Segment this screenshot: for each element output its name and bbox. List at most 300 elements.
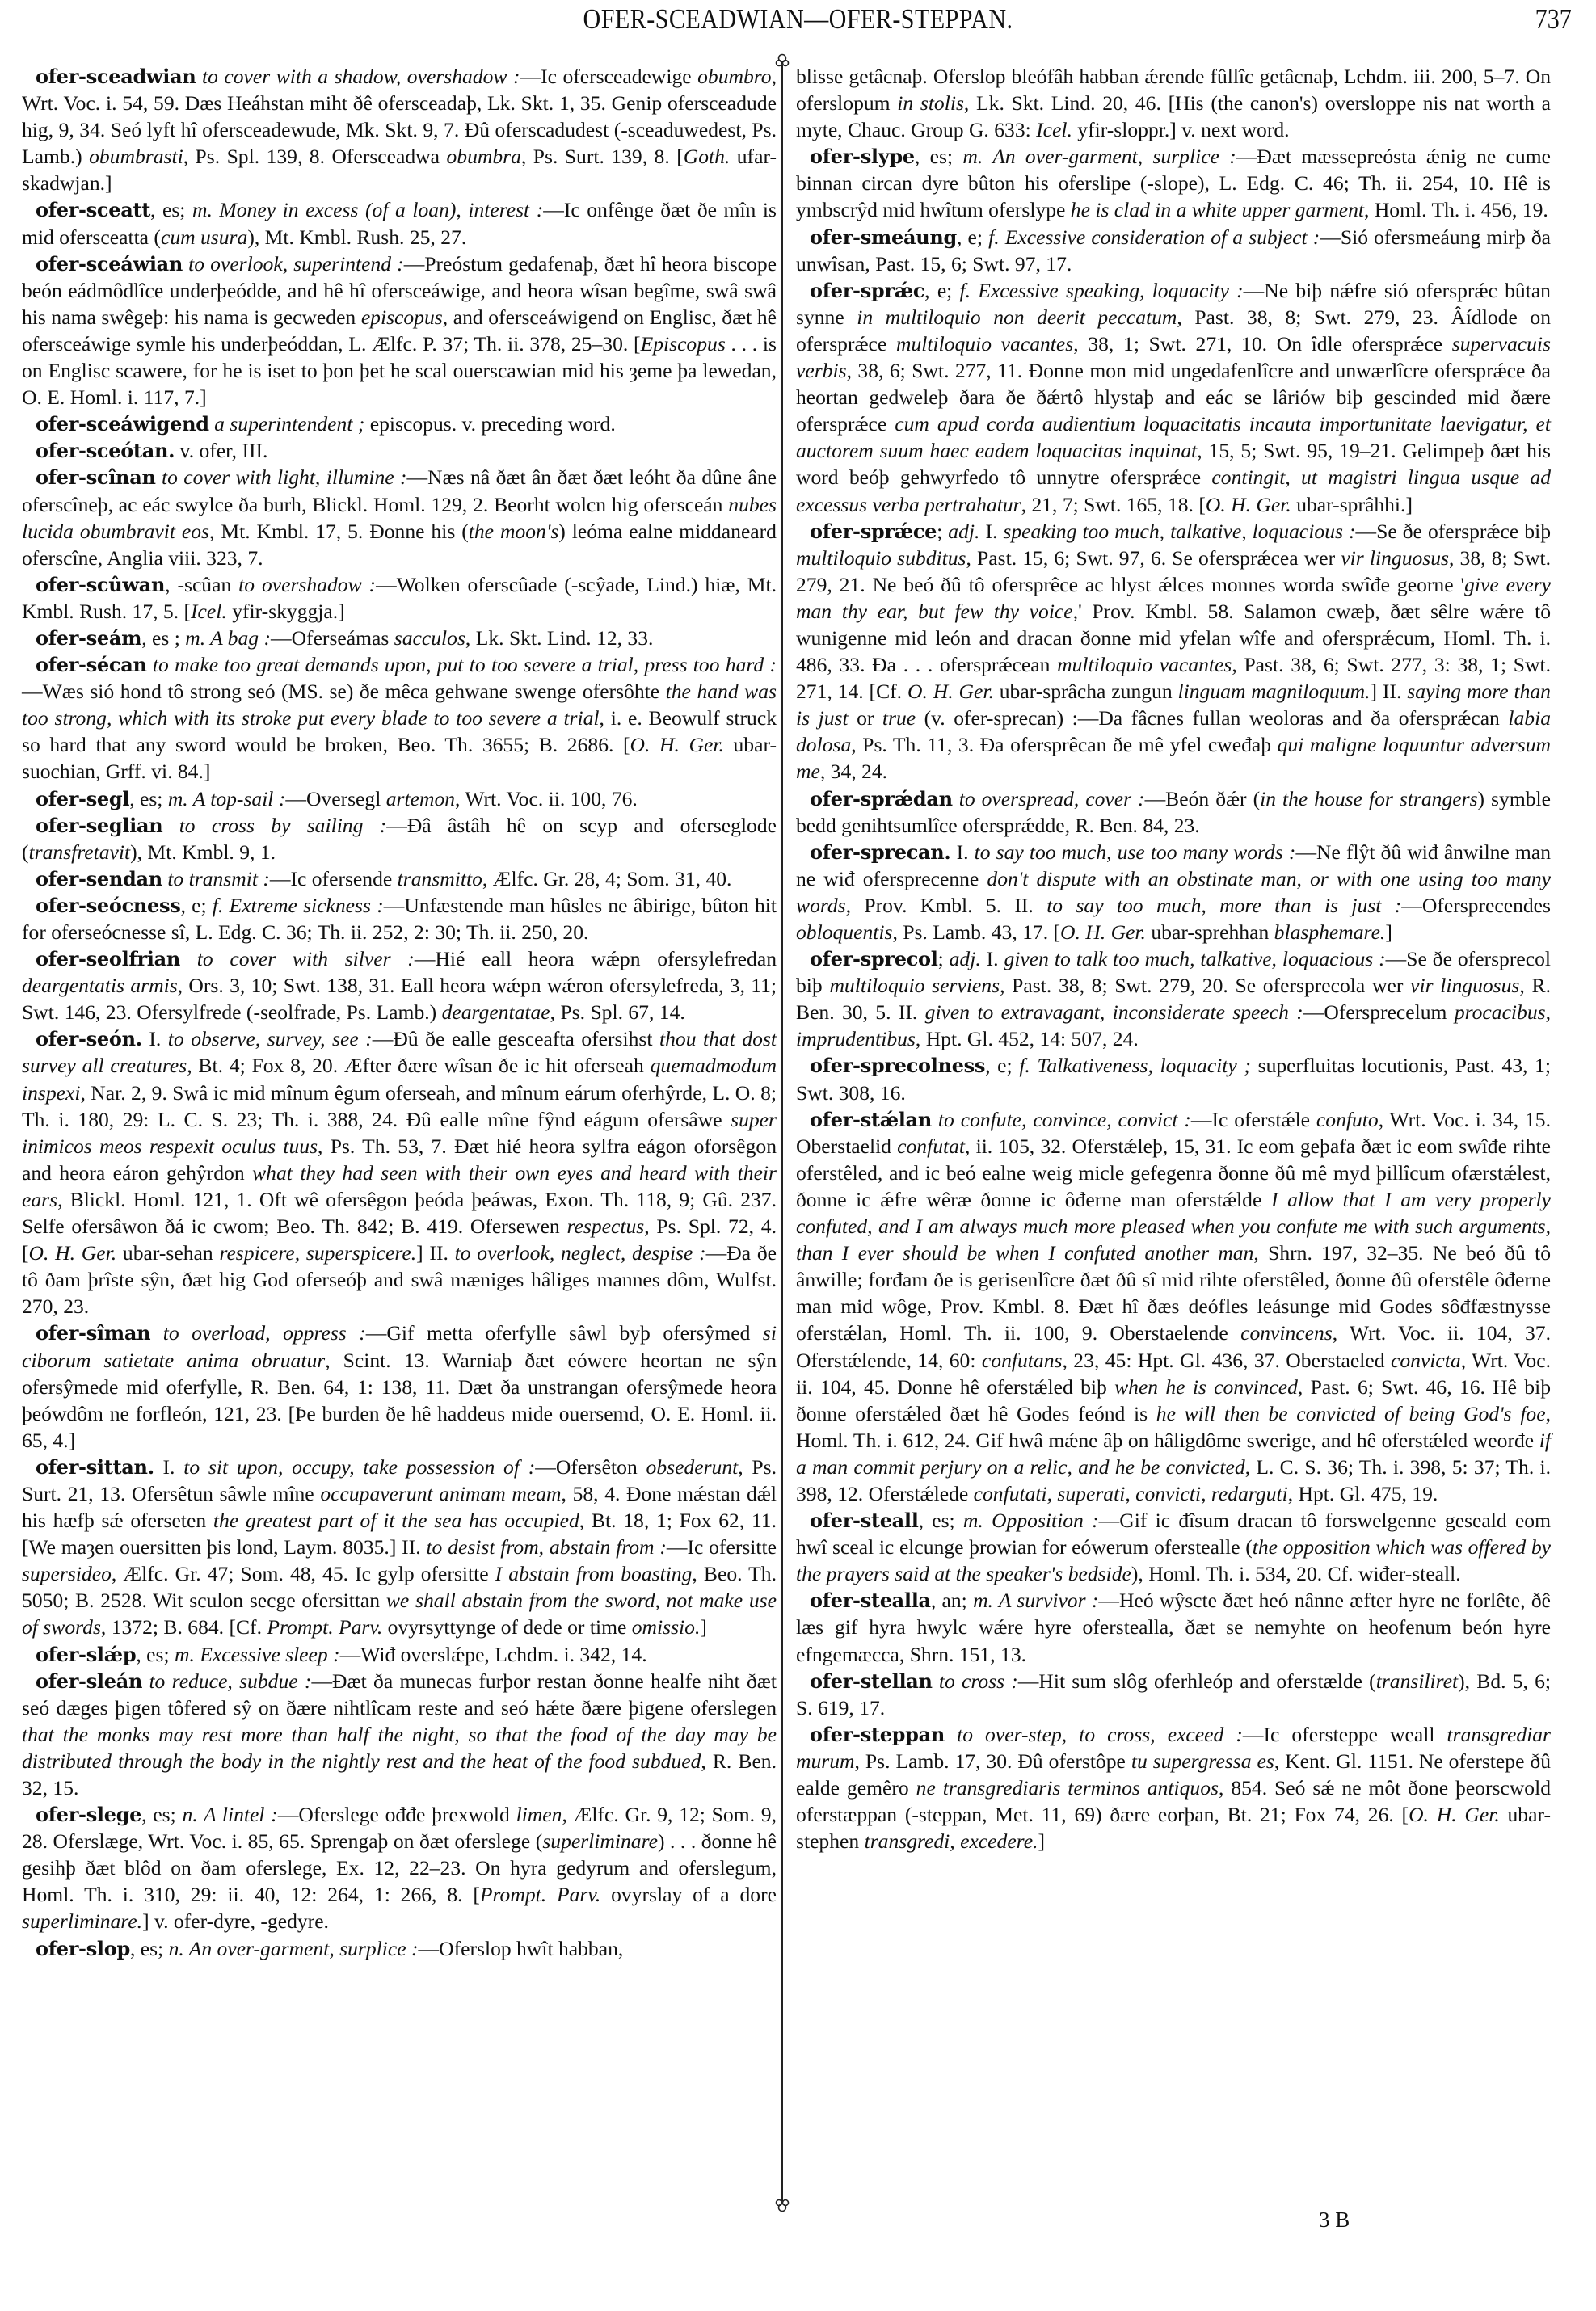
entry-text: , e;	[924, 278, 960, 302]
entry-gloss-italic: to overshadow :	[238, 572, 377, 596]
entry-text: , Beo. Th. 5050; B. 2528. Wit sculon secge ofersittan	[22, 1562, 777, 1613]
entry-gloss-italic: convicta	[1390, 1348, 1461, 1372]
entry-headword: ofer-stǽlan	[810, 1107, 933, 1131]
entry-text: , L. C. S. 36; Th. i. 398, 5: 37; Th. i. 398, 12. Oferstǽlede	[796, 1454, 1551, 1505]
column-rule-ornament-bottom-icon	[773, 2191, 792, 2212]
entry-gloss-italic: linguam magniloquum.	[1177, 680, 1371, 704]
entry-text: ]	[700, 1615, 707, 1640]
entry-gloss-italic: m. A bag :	[185, 625, 271, 650]
entry-gloss-italic: transfretavit	[28, 840, 131, 864]
entry-text: , Wrt. Voc. ii. 100, 76.	[455, 786, 638, 810]
dictionary-entry	[796, 1668, 1551, 1721]
entry-text: ) . . . ðonne hê gesihþ ðæt blôd on ðam oferslege, Ex. 12, 22–23. On hyra gedyrum and oferslegum, Homl. Th. i. 310, 29: ii. 40, 12: 264, 1: 266, 8. [	[22, 1829, 777, 1907]
entry-text: —Ic ofersende	[269, 866, 398, 890]
entry-headword: ofer-sîman	[36, 1321, 151, 1345]
entry-text: ufar-skadwjan.]	[22, 145, 777, 196]
entry-gloss-italic: Prompt. Parv.	[479, 1883, 601, 1907]
entry-text: —Hit sum slôg oferhleóp and oferstælde (	[1017, 1669, 1376, 1693]
entry-gloss-italic: to transmit :	[162, 866, 270, 890]
entry-text: I.	[979, 519, 1004, 543]
entry-headword: ofer-sécan	[36, 653, 147, 677]
entry-gloss-italic: si ciborum satietate anima obruatur	[22, 1321, 777, 1372]
entry-text: I.	[950, 840, 975, 864]
entry-text: blisse getâcnaþ. Oferslop bleófâh habban ǽrende fûllîc getâcnaþ, Lchdm. iii. 200, 5–7. On oferslopum	[796, 65, 1551, 116]
dictionary-entry	[22, 437, 777, 464]
entry-text: —Hié eall heora wǽpn ofersylefredan	[414, 947, 777, 971]
entry-gloss-italic: obumbra	[446, 145, 521, 169]
dictionary-entry	[22, 865, 777, 892]
entry-headword: ofer-scînan	[36, 465, 156, 490]
entry-text: , 21, 7; Swt. 165, 18. [	[1021, 492, 1206, 516]
entry-gloss-italic: that the monks may rest more than half the night, so that the food of the day may be distributed through the body in the nightly rest and the heat of the food subdued	[22, 1722, 777, 1773]
entry-text: , Ps. Lamb. 43, 17. [	[892, 920, 1061, 944]
entry-gloss-italic: to overlook, superintend :	[183, 251, 404, 276]
entry-text: ;	[937, 519, 949, 543]
entry-gloss-italic: f. Excessive consideration of a subject :	[988, 225, 1320, 249]
entry-text: , es;	[914, 145, 963, 169]
entry-text: , R. Ben. 32, 15.	[22, 1749, 777, 1800]
entry-gloss-italic: cum apud corda audientium loquacitatis incauta importunitate laevigatur, et auctorem suum haec eadem loquacitas inquinat	[796, 412, 1551, 463]
entry-gloss-italic: f. Extreme sickness :	[212, 893, 384, 917]
entry-text: ), Bd. 5, 6; S. 619, 17.	[796, 1669, 1551, 1720]
entry-gloss-italic: ne transgrediaris terminos antiquos	[916, 1776, 1219, 1800]
entry-gloss-italic: true	[882, 706, 916, 730]
entry-gloss-italic: I abstain from boasting	[495, 1562, 693, 1586]
entry-text: , 38, 6; Swt. 277, 11. Ðonne mon mid ungedafenlîcre and unwærlîcre ofersprǽce ða heortan gedweleþ ðara ðe ðǽrtô hlystaþ and eác se lâriów biþ gescinded mid ðære ofersprǽce	[796, 359, 1551, 436]
entry-text: —Oferslop hwît habban,	[418, 1936, 624, 1960]
entry-headword: ofer-seolfrian	[36, 947, 180, 971]
entry-gloss-italic: contingit, ut magistri lingua usque ad excessus verba pertrahatur	[796, 465, 1551, 516]
dictionary-entry	[22, 250, 777, 411]
entry-gloss-italic: multiloquio serviens	[829, 974, 1000, 998]
entry-gloss-italic: f. Talkativeness, loquacity ;	[1019, 1054, 1251, 1078]
entry-gloss-italic: to say too much, more than is just :	[1046, 893, 1402, 917]
entry-text: —Ofersêton	[535, 1454, 646, 1479]
entry-text: , 15, 5; Swt. 95, 19–21. Gelimpeþ ðæt his word beóþ gehwyrfedo tô unnytre ofersprǽce	[796, 439, 1552, 490]
entry-text: —Oversegl	[285, 786, 386, 810]
entry-gloss-italic: the opposition which was offered by the prayers said at the speaker's bedside	[796, 1535, 1551, 1586]
dictionary-entry	[22, 196, 777, 250]
entry-text: , Ps. Surt. 21, 13. Ofersêtun sâwle mîne	[22, 1454, 777, 1505]
entry-gloss-italic: sacculos	[394, 625, 465, 650]
entry-gloss-italic: give every man thy ear, but few thy voice,	[796, 572, 1551, 623]
entry-gloss-italic: transgrediar murum	[796, 1722, 1551, 1773]
entry-text: —Unfæstende man hûsles ne âbirige, bûton hit for oferseócnesse sî, L. Edg. C. 36; Th. ii. 252, 2: 30; Th. ii. 250, 20.	[22, 893, 777, 944]
entry-gloss-italic: supersideo	[22, 1562, 112, 1586]
page-number: 737	[1535, 3, 1572, 35]
entry-gloss-italic: given to talk too much, talkative, loquacious :	[1004, 947, 1386, 971]
entry-text: —Oferslege ođđe þrexwold	[277, 1803, 516, 1827]
entry-text: —Ic onfênge ðæt ðe mîn is mid ofersceatta (	[22, 198, 777, 249]
entry-gloss-italic: to overlook, neglect, despise :	[454, 1241, 706, 1265]
entry-text: yfir-sloppr.] v. next word.	[1072, 118, 1290, 142]
entry-gloss-italic: given to extravagant, inconsiderate speech :	[924, 1000, 1303, 1025]
entry-gloss-italic: m. Opposition :	[962, 1509, 1099, 1533]
dictionary-entry	[22, 892, 777, 945]
entry-text: —Ðæt ða munecas furþor restan ðonne healfe niht ðæt seó dæges þigen tôfered sŷ on ðære nihtlîcam reste and seó hǽte ðære þigene oferslegen	[22, 1669, 777, 1720]
entry-text: ] II.	[416, 1241, 455, 1265]
entry-headword: ofer-sendan	[36, 866, 162, 890]
dictionary-entry	[22, 651, 777, 785]
entry-gloss-italic: obloquentis	[796, 920, 893, 944]
entry-headword: ofer-slop	[36, 1936, 130, 1960]
entry-gloss-italic: super inimicos meos respexit oculus tuus	[22, 1107, 777, 1158]
entry-gloss-italic: Icel.	[1036, 118, 1072, 142]
entry-gloss-italic: he will then be convicted of being God's foe	[1156, 1401, 1546, 1425]
entry-headword: ofer-scûwan	[36, 572, 166, 596]
entry-text: ), Mt. Kmbl. Rush. 25, 27.	[247, 225, 467, 249]
entry-text: , Wrt. Voc. i. 54, 59. Ðæs Heáhstan miht ðê ofersceadaþ, Lk. Skt. 1, 35. Genip ofersceadude hig, 9, 34. Seó lyft hî ofersceadewude, Mk. Skt. 9, 7. Ðû oferscadudest (-sceaduwedest, Ps. Lamb.)	[22, 65, 777, 169]
entry-text: , Wrt. Voc. ii. 104, 37. Oferstǽlende, 14, 60:	[796, 1321, 1551, 1372]
entry-text: , 38, 8; Swt. 279, 21. Ne beó ðû tô ofersprêce ac hlyst ǽlces monnes worda swîđe georne '	[796, 545, 1551, 596]
entry-text: —Gif ic đîsum dracan tô forswelgenne geseald eom hwî sceal ic elcunge þrowian for eówerum oferstealle (	[796, 1509, 1551, 1560]
entry-gloss-italic: nubes lucida obumbravit eos	[22, 492, 777, 543]
entry-gloss-italic: O. H. Ger.	[1205, 492, 1291, 516]
entry-gloss-italic: obsederunt	[646, 1454, 739, 1479]
entry-gloss-italic: to cross :	[932, 1669, 1018, 1693]
entry-headword: ofer-sceáwian	[36, 251, 183, 276]
dictionary-entry	[796, 1587, 1551, 1667]
entry-text: , Ælfc. Gr. 47; Som. 48, 45. Ic gylp ofersitte	[111, 1562, 495, 1586]
entry-text: , Lk. Skt. Lind. 20, 46. [His (the canon's) oversloppe nis nat worth a myte, Chauc. Group G. 633:	[796, 91, 1551, 142]
entry-text: ' Prov. Kmbl. 58. Salamon cwæþ, ðæt sêlre wǽre tô wunigenne mid león and dracan ðonne mid yfelan wîfe and ofersprǽcum, Homl. Th. i. 486, 33. Ða . . . ofersprǽcean	[796, 599, 1551, 677]
entry-gloss-italic: supervacuis verbis	[796, 331, 1551, 383]
entry-text: , Past. 15, 6; Swt. 97, 6. Se ofersprǽcea wer	[966, 545, 1341, 570]
entry-text: , Homl. Th. i. 612, 24. Gif hwâ mǽne âþ on hâligdôme swerige, and hê oferstǽled weorđe	[796, 1401, 1551, 1452]
entry-text: ubar-sprehhan	[1145, 920, 1274, 944]
entry-gloss-italic: O. H. Ger.	[1060, 920, 1146, 944]
entry-gloss-italic: respicere, superspicere.	[219, 1241, 417, 1265]
entry-headword: ofer-sprecan.	[810, 840, 951, 864]
entry-gloss-italic: tu supergressa es	[1131, 1749, 1274, 1773]
entry-text: , Past. 38, 8; Swt. 279, 23. Âídlode on ofersprǽce	[796, 305, 1551, 356]
entry-text: (v. ofer-sprecan) :—Ða fâcnes fullan weoloras and ða ofersprǽcan	[916, 706, 1509, 730]
entry-text: —Ða ðe tô ðam þrîste sŷn, ðæt hig God oferseóþ and swâ mæniges hâliges mannes dôm, Wulfst. 270, 23.	[22, 1241, 777, 1319]
entry-text: , i. e. Beowulf struck so hard that any sword would be broken, Beo. Th. 3655; B. 2686. [	[22, 706, 777, 757]
entry-headword: ofer-stealla	[810, 1589, 931, 1613]
entry-gloss-italic: to cover with light, illumine :	[155, 465, 407, 490]
entry-gloss-italic: f. Excessive speaking, loquacity :	[959, 278, 1244, 302]
entry-headword: ofer-seón.	[36, 1027, 142, 1051]
entry-text: —Ðæt mæssepreósta ǽnig ne cume binnan circan dyre bûton his oferslipe (-slope), L. Edg. C. 46; Th. ii. 254, 10. Hê is ymbscrŷd mid hwîtum oferslype	[796, 145, 1551, 222]
page-header	[0, 2, 1596, 37]
entry-text: —Se ðe ofersprǽce biþ	[1355, 519, 1551, 543]
dictionary-entry	[22, 63, 777, 196]
entry-gloss-italic: transgredi, excedere.	[864, 1829, 1038, 1854]
right-column	[796, 63, 1551, 1854]
entry-text: , es;	[918, 1509, 963, 1533]
entry-gloss-italic: to cover with silver :	[180, 947, 415, 971]
entry-text: , 23, 45: Hpt. Gl. 436, 37. Oberstaeled	[1062, 1348, 1391, 1372]
entry-text: , es;	[141, 1803, 183, 1827]
entry-text: , an;	[930, 1589, 974, 1613]
entry-gloss-italic: n. An over-garment, surplice :	[168, 1936, 419, 1960]
entry-text: or	[848, 706, 882, 730]
entry-gloss-italic: to over-step, to cross, exceed :	[945, 1722, 1243, 1746]
entry-gloss-italic: omissio.	[631, 1615, 701, 1640]
dictionary-entry	[22, 945, 777, 1025]
entry-gloss-italic: don't dispute with an obstinate man, or with one using too many words	[796, 866, 1551, 917]
entry-text: , and ofersceáwigend on Englisc, ðæt hê ofersceáwige symle his underþeóddan, L. Ælfc. P. 37; Th. ii. 378, 25–30. [	[22, 305, 777, 356]
entry-text: , Ps. Th. 53, 7. Ðæt hié heora sylfra eágon oforsêgon and heora eáron gehŷrdon	[22, 1134, 777, 1185]
entry-text: , es;	[136, 1642, 175, 1666]
entry-headword: ofer-sceatt	[36, 198, 151, 222]
entry-text: , Blickl. Homl. 121, 1. Oft wê ofersêgon þeóda þeáwas, Exon. Th. 118, 9; Gû. 237. Selfe ofersâwon ðá ic cwom; Beo. Th. 842; B. 419. Ofersewen	[22, 1187, 777, 1239]
entry-text: superfluitas locutionis, Past. 43, 1; Swt. 308, 16.	[796, 1054, 1551, 1105]
entry-text: —Ne biþ nǽfre sió ofersprǽc bûtan synne	[796, 278, 1551, 329]
column-rule-ornament-top-icon	[773, 53, 792, 74]
entry-text: —Gif metta oferfylle sâwl byþ ofersŷmed	[365, 1321, 763, 1345]
entry-gloss-italic: procacibus, imprudentibus	[796, 1000, 1551, 1051]
entry-headword: ofer-slǽp	[36, 1642, 137, 1666]
entry-text: —Ic ofersceadewige	[520, 65, 698, 88]
entry-gloss-italic: O. H. Ger.	[907, 680, 994, 704]
dictionary-entry	[22, 1935, 777, 1962]
entry-text: ubar-stephen	[796, 1803, 1551, 1854]
entry-headword: ofer-seám	[36, 625, 142, 650]
entry-gloss-italic: m. Money in excess (of a loan), interest :	[192, 198, 544, 222]
entry-text: , Past. 38, 8; Swt. 279, 20. Se ofersprecola wer	[1000, 974, 1411, 998]
entry-gloss-italic: n. A lintel :	[182, 1803, 278, 1827]
entry-gloss-italic: I allow that I am very properly confuted, and I am always much more pleased when you confute me with such arguments, than I ever should be when I confuted another man	[796, 1187, 1552, 1265]
entry-text: —Heó wŷscte ðæt heó nânne æfter hyre ne forlête, ðê læs gif hyra hwylc wǽre hyre oferstealla, ðæt se nemyhte on heofenum beón hyre efngemæcca, Shrn. 151, 13.	[796, 1589, 1551, 1666]
entry-gloss-italic: the hand was too strong, which with its stroke put every blade to too severe a trial	[22, 680, 777, 730]
entry-gloss-italic: vir linguosus	[1410, 974, 1520, 998]
entry-text: , Hpt. Gl. 475, 19.	[1287, 1481, 1438, 1505]
entry-gloss-italic: thou that dost survey all creatures	[22, 1027, 777, 1078]
entry-headword: ofer-sleán	[36, 1669, 143, 1693]
dictionary-entry	[796, 63, 1551, 143]
entry-text: ubar-suochian, Grff. vi. 84.]	[22, 733, 777, 784]
entry-text: , Bt. 18, 1; Fox 62, 11. [We maȝen ouersitten þis lond, Laym. 8035.] II.	[22, 1509, 777, 1560]
entry-gloss-italic: Icel.	[191, 599, 227, 623]
entry-gloss-italic: adj.	[948, 519, 980, 543]
entry-text: ), Mt. Kmbl. 9, 1.	[130, 840, 276, 864]
entry-gloss-italic: confuto	[1316, 1107, 1379, 1131]
entry-text: , Ps. Th. 11, 3. Ða ofersprêcan ðe mê yfel cweđaþ	[851, 733, 1278, 757]
entry-gloss-italic: transmitto	[397, 866, 482, 890]
entry-text: , e;	[957, 225, 989, 249]
entry-gloss-italic: blasphemare.	[1274, 920, 1386, 944]
entry-gloss-italic: Prompt. Parv.	[267, 1615, 383, 1640]
entry-headword: ofer-sprecolness	[810, 1054, 986, 1078]
entry-text: , 1372; B. 684. [Cf.	[100, 1615, 267, 1640]
entry-gloss-italic: m. Excessive sleep :	[174, 1642, 340, 1666]
dictionary-entry	[796, 518, 1551, 785]
entry-gloss-italic: when he is convinced	[1114, 1374, 1298, 1399]
entry-text: , ii. 105, 32. Oferstǽleþ, 15, 31. Ic eom geþafa ðæt ic eom swîđe rihte oferstêled, and ic beó ealne weig micle gefegenra ðonne ðû mê myd þillîcum ofærstǽlest, ðonne ic ǽfre wêræ ðonne ic ôđerne man oferstǽlde	[796, 1134, 1552, 1211]
dictionary-entry	[22, 571, 777, 625]
entry-gloss-italic: to overload, oppress :	[150, 1321, 366, 1345]
entry-text: —Ne flŷt ðû wiđ ânwilne man ne wiđ ofersprecenne	[796, 840, 1551, 890]
entry-text: , -scûan	[165, 572, 239, 596]
entry-gloss-italic: artemon	[385, 786, 456, 810]
dictionary-entry	[796, 224, 1551, 277]
entry-gloss-italic: Goth.	[683, 145, 731, 169]
entry-text: , Ps. Spl. 139, 8. Ofersceadwa	[183, 145, 447, 169]
entry-text: , es ;	[141, 625, 186, 650]
entry-text: , es;	[150, 198, 192, 222]
entry-gloss-italic: a superintendent ;	[208, 412, 365, 436]
entry-text: —Ic ofersteppe weall	[1242, 1722, 1447, 1746]
entry-gloss-italic: multiloquio subditus	[796, 545, 966, 570]
entry-gloss-italic: respectus	[566, 1214, 645, 1239]
entry-text: —Ic ofersitte	[666, 1535, 777, 1560]
entry-text: ubar-sehan	[116, 1241, 220, 1265]
dictionary-entry	[22, 1668, 777, 1801]
entry-text: , Kent. Gl. 1151. Ne oferstepe ðû ealde gemêro	[796, 1749, 1551, 1800]
entry-gloss-italic: speaking too much, talkative, loquacious :	[1003, 519, 1356, 543]
entry-text: , Homl. Th. i. 456, 19.	[1364, 198, 1548, 222]
entry-text: , 58, 4. Ðone mǽstan dǽl his hæfþ sǽ oferseten	[22, 1481, 777, 1533]
entry-gloss-italic: to confute, convince, convict :	[932, 1107, 1191, 1131]
entry-text: ) leóma ealne middaneard oferscîne, Anglia viii. 323, 7.	[22, 519, 777, 570]
entry-text: , Mt. Kmbl. 17, 5. Ðonne his (	[208, 519, 469, 543]
entry-text: ]	[1038, 1829, 1045, 1854]
entry-gloss-italic: to desist from, abstain from :	[426, 1535, 667, 1560]
entry-gloss-italic: superliminare	[542, 1829, 658, 1854]
entry-gloss-italic: he is clad in a white upper garment	[1070, 198, 1365, 222]
entry-gloss-italic: saying more than is just	[796, 680, 1551, 730]
entry-headword: ofer-sittan.	[36, 1454, 154, 1479]
entry-text: , Ælfc. Gr. 28, 4; Som. 31, 40.	[482, 866, 732, 890]
entry-text: —Preóstum gedafenaþ, ðæt hî heora biscope beón eádmôdlîce underþeódde, and hê hî ofersceáwige, and heora wîsan begîme, swâ swâ his nama swêgeþ: his nama is gecweden	[22, 251, 777, 329]
dictionary-entry	[796, 945, 1551, 1052]
entry-text: yfir-skyggja.]	[226, 599, 345, 623]
entry-gloss-italic: m. An over-garment, surplice :	[962, 145, 1236, 169]
entry-gloss-italic: the greatest part of it the sea has occupied	[213, 1509, 579, 1533]
entry-headword: ofer-slege	[36, 1803, 142, 1827]
entry-gloss-italic: transiliret	[1375, 1669, 1459, 1693]
entry-text: —Wæs sió hond tô strong seó (MS. se) ðe mêca gehwane swenge ofersôhte	[22, 680, 666, 704]
entry-gloss-italic: in stolis	[897, 91, 964, 116]
dictionary-entry	[796, 839, 1551, 945]
entry-text: , e;	[985, 1054, 1020, 1078]
entry-gloss-italic: in multiloquio non deerit peccatum	[857, 305, 1177, 329]
entry-gloss-italic: to reduce, subdue :	[142, 1669, 312, 1693]
dictionary-entry	[22, 625, 777, 651]
entry-text: , Wrt. Voc. ii. 104, 45. Ðonne hê oferstǽled biþ	[796, 1348, 1551, 1399]
entry-gloss-italic: superliminare.	[22, 1909, 143, 1934]
entry-text: , 34, 24.	[819, 760, 888, 784]
entry-gloss-italic: occupaverunt animam meam	[320, 1481, 562, 1505]
entry-text: —Beón ðǽr (	[1144, 786, 1261, 810]
entry-gloss-italic: qui maligne loquuntur adversum me	[796, 733, 1551, 784]
entry-gloss-italic: in the house for strangers	[1260, 786, 1478, 810]
dictionary-entry	[22, 1320, 777, 1453]
entry-gloss-italic: to say too much, use too many words :	[974, 840, 1296, 864]
entry-text: —Wiđ overslǽpe, Lchdm. i. 342, 14.	[339, 1642, 647, 1666]
entry-text: I.	[154, 1454, 184, 1479]
entry-gloss-italic: to sit upon, occupy, take possession of :	[183, 1454, 536, 1479]
entry-text: episcopus. v. preceding word.	[364, 412, 616, 436]
entry-headword: ofer-segl	[36, 786, 130, 810]
entry-text: , Wrt. Voc. i. 34, 15. Oberstaelid	[796, 1107, 1551, 1158]
entry-gloss-italic: multiloquio vacantes	[895, 331, 1074, 356]
dictionary-entry	[796, 1507, 1551, 1587]
entry-headword: ofer-slype	[810, 145, 915, 169]
entry-text: —Ofersprecelum	[1303, 1000, 1455, 1025]
entry-text: , Ps. Surt. 139, 8. [	[520, 145, 684, 169]
entry-gloss-italic: deargentatis armis	[22, 974, 178, 998]
dictionary-entry	[796, 1052, 1551, 1105]
entry-text: —Oferseámas	[270, 625, 394, 650]
entry-gloss-italic: m. A top-sail :	[167, 786, 286, 810]
entry-text: , Ps. Spl. 72, 4. [	[22, 1214, 777, 1265]
entry-text: —Se ðe ofersprecol biþ	[796, 947, 1551, 998]
entry-headword: ofer-sceótan.	[36, 439, 175, 463]
entry-headword: ofer-sprǽdan	[810, 786, 953, 810]
entry-gloss-italic: adj.	[949, 947, 981, 971]
entry-gloss-italic: vir linguosus	[1341, 545, 1450, 570]
entry-gloss-italic: quemadmodum inspexi	[22, 1054, 777, 1105]
entry-text: , Ors. 3, 10; Swt. 138, 31. Eall heora wǽpn wǽron ofersylefreda, 3, 11; Swt. 146, 23. Ofersylfrede (-seolfrade, Ps. Lamb.)	[22, 974, 777, 1025]
entry-text: ), Homl. Th. i. 534, 20. Cf. wiđer-steall.	[1131, 1562, 1461, 1586]
entry-gloss-italic: to cover with a shadow, overshadow :	[196, 65, 520, 88]
entry-text: ;	[937, 947, 950, 971]
entry-text: ] II.	[1370, 680, 1408, 704]
entry-gloss-italic: limen	[516, 1803, 562, 1827]
entry-text: ubar-sprâcha zungun	[993, 680, 1178, 704]
entry-text: v. ofer, III.	[175, 439, 268, 463]
entry-text: , Past. 38, 6; Swt. 277, 3: 38, 1; Swt. 271, 14. [Cf.	[796, 653, 1551, 704]
entry-text: , 854. Seó sǽ ne môt ðone þeorscwold oferstæppan (-steppan, Met. 11, 69) ðære eorþan, Bt. 21; Fox 74, 26. [	[796, 1776, 1552, 1827]
entry-gloss-italic: labia dolosa	[796, 706, 1551, 757]
entry-text: ovyrslay of a dore	[600, 1883, 777, 1907]
entry-text: ] v. ofer-dyre, -gedyre.	[142, 1909, 329, 1934]
entry-text: ]	[1385, 920, 1392, 944]
entry-gloss-italic: if a man commit perjury on a relic, and he be convicted	[796, 1428, 1551, 1479]
entry-gloss-italic: to overspread, cover :	[952, 786, 1145, 810]
entry-headword: ofer-sceáwigend	[36, 412, 209, 436]
entry-text: , Prov. Kmbl. 5. II.	[845, 893, 1047, 917]
entry-text: , R. Ben. 30, 5. II.	[796, 974, 1551, 1025]
dictionary-entry	[796, 1106, 1551, 1507]
entry-text: , Bt. 4; Fox 8, 20. Æfter ðære wîsan ðe ic hit oferseah	[187, 1054, 651, 1078]
dictionary-entry	[22, 1454, 777, 1641]
entry-headword: ofer-seglian	[36, 813, 163, 837]
entry-text: —Ðâ âstâh hê on scyp and oferseglode (	[22, 813, 777, 864]
entry-text: , Ps. Spl. 67, 14.	[550, 1000, 685, 1025]
entry-text: —Ic oferstǽle	[1190, 1107, 1316, 1131]
entry-text: ovyrsyttynge of dede or time	[382, 1615, 632, 1640]
entry-text: , Past. 6; Swt. 46, 16. Hê biþ ðonne oferstǽled ðæt hê Godes feónd is	[796, 1374, 1552, 1425]
dictionary-entry	[22, 812, 777, 865]
dictionary-entry	[796, 143, 1551, 223]
entry-headword: ofer-seócness	[36, 893, 181, 917]
entry-text: , Hpt. Gl. 452, 14: 507, 24.	[915, 1027, 1139, 1051]
entry-headword: ofer-steppan	[810, 1722, 945, 1746]
entry-text: I.	[980, 947, 1004, 971]
dictionary-entry	[796, 785, 1551, 839]
entry-text: , Lk. Skt. Lind. 12, 33.	[465, 625, 654, 650]
dictionary-entry	[22, 410, 777, 437]
entry-gloss-italic: to cross by sailing :	[162, 813, 387, 837]
entry-gloss-italic: Episcopus	[640, 331, 726, 356]
left-column	[22, 63, 777, 1962]
entry-gloss-italic: episcopus	[360, 305, 443, 329]
entry-gloss-italic: to make too great demands upon, put to too severe a trial, press too hard :	[146, 653, 777, 677]
entry-gloss-italic: obumbro	[697, 65, 772, 88]
entry-text: , es;	[129, 786, 168, 810]
entry-headword: ofer-sprǽc	[810, 278, 925, 302]
entry-text: ) symble bedd genihtsumlîce ofersprǽdde, R. Ben. 84, 23.	[796, 786, 1551, 837]
entry-gloss-italic: to observe, survey, see :	[167, 1027, 373, 1051]
entry-text: , Ælfc. Gr. 9, 12; Som. 9, 28. Oferslæge, Wrt. Voc. i. 85, 65. Sprengaþ on ðæt oferslege (	[22, 1803, 777, 1854]
dictionary-entry	[22, 1641, 777, 1668]
entry-headword: ofer-stellan	[810, 1669, 933, 1693]
entry-gloss-italic: confutans	[981, 1348, 1063, 1372]
